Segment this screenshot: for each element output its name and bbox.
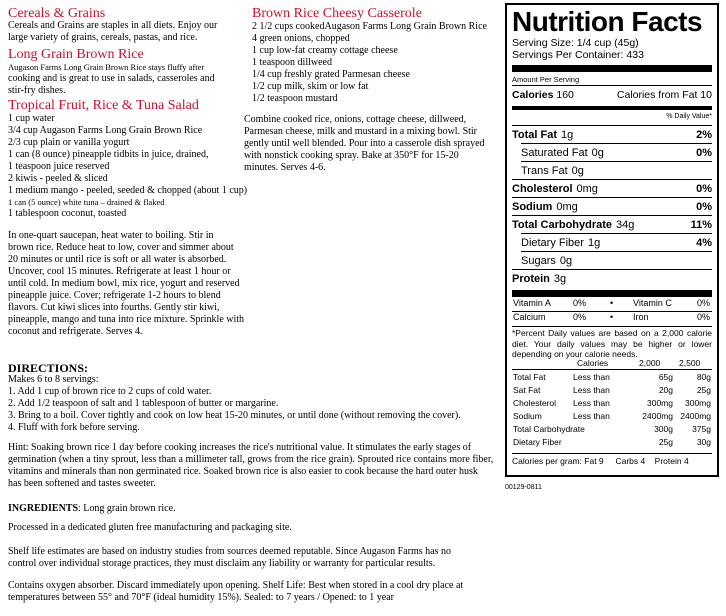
vitamin-lv: 0% [573, 298, 587, 308]
vitamin-rv: 0% [697, 298, 711, 308]
divider [521, 251, 712, 252]
table-cell: 300mg [647, 398, 673, 408]
calories-value: 160 [556, 89, 574, 101]
table-cell: Sat Fat [513, 385, 541, 395]
vitamin-right: Iron [633, 312, 649, 322]
ingredients-line [8, 503, 176, 515]
table-cell: Less than [573, 372, 610, 382]
text-line: stir-fry dishes. [8, 85, 66, 96]
nutrient-amount: 0mg [556, 201, 578, 213]
nutrient-name-amount [521, 145, 604, 161]
text-line: temperatures between 55° and 70°F (ideal humidity 15%). Sealed: to 7 years / Opened: to 1 year [8, 592, 394, 603]
table-header-cell: Calories [577, 358, 609, 368]
nutrient-row [512, 145, 712, 161]
divider [512, 326, 712, 327]
table-cell: Total Fat [513, 372, 546, 382]
gluten-free-note: Processed in a dedicated gluten free manufacturing and packaging site. [8, 522, 292, 533]
vitamin-left: Calcium [513, 312, 546, 322]
brown-rice-heading: Long Grain Brown Rice [8, 47, 144, 62]
nutrient-label: Protein [512, 273, 550, 285]
casserole-method [244, 114, 485, 174]
divider [521, 161, 712, 162]
product-code: 00129-0811 [505, 484, 542, 491]
table-cell: Less than [573, 385, 610, 395]
nutrient-label: Sugars [521, 255, 556, 267]
salad-heading: Tropical Fruit, Rice & Tuna Salad [8, 98, 199, 113]
calories-per-gram: Calories per gram: Fat 9 Carbs 4 Protein 4 [512, 456, 689, 466]
divider [521, 143, 712, 144]
cereals-text [8, 20, 217, 44]
ingredient-line: 2/3 cup plain or vanilla yogurt [8, 137, 130, 148]
daily-value-footnote: *Percent Daily values are based on a 2,000 calorie diet. Your daily values may be higher or lower depending on your calorie needs. [512, 328, 712, 359]
divider [512, 215, 712, 216]
text-line: Combine cooked rice, onions, cottage cheese, dillweed, [244, 114, 467, 125]
table-cell: Sodium [513, 411, 542, 421]
nutrient-row [512, 127, 712, 143]
text-line: Makes 6 to 8 servings: [8, 374, 99, 385]
table-cell: 25g [696, 385, 711, 395]
divider [512, 269, 712, 270]
ingredient-line: 1 tablespoon coconut, toasted [8, 208, 127, 219]
ingredient-line: 1 cup water [8, 113, 55, 124]
bullet-icon: • [610, 312, 614, 322]
table-cell: 25g [658, 437, 673, 447]
nutrient-label: Trans Fat [521, 165, 568, 177]
text-line: control over individual storage practices, they must disclaim any liability or warranty for particular results. [8, 558, 436, 569]
ingredient-line: 1 medium mango - peeled, seeded & chopped (about 1 cup) [8, 185, 248, 196]
nutrient-amount: 1g [587, 237, 601, 249]
ingredient-line: 1 can (5 ounce) white tuna – drained & flaked [8, 197, 165, 207]
nutrient-daily-value: 0% [696, 147, 712, 159]
nutrient-name-amount [512, 199, 578, 215]
nutrition-facts-panel [505, 3, 719, 477]
directions-heading: DIRECTIONS: [8, 361, 89, 375]
text-line: Hint: Soaking brown rice 1 day before cooking increases the rice's nutritional value. It stimulates the early stages of [8, 442, 472, 453]
nutrient-daily-value: 0% [696, 183, 712, 195]
servings-per-container: Servings Per Container: 433 [512, 49, 644, 61]
nutrient-label: Sodium [512, 201, 553, 213]
casserole-heading: Brown Rice Cheesy Casserole [252, 6, 422, 21]
text-line: 1 teaspoon dillweed [252, 57, 332, 68]
divider [512, 453, 712, 454]
divider [512, 125, 712, 126]
table-cell: 300mg [685, 398, 711, 408]
nutrient-row [512, 271, 712, 287]
nutrient-row [512, 181, 712, 197]
nutrient-daily-value: 0% [696, 201, 712, 213]
table-cell: 80g [696, 372, 711, 382]
table-header-cell: 2,000 [639, 358, 661, 368]
text-line: 4. Fluff with fork before serving. [8, 422, 140, 433]
nutrient-name-amount [521, 235, 600, 251]
ingredient-line: 3/4 cup Augason Farms Long Grain Brown Rice [8, 125, 203, 136]
ingredient-line: 2 kiwis - peeled & sliced [8, 173, 108, 184]
medium-divider [512, 106, 712, 110]
text-line: vitamins and minerals than non germinated rice. Soaked brown rice is also easier to cook because the hard outer husk [8, 466, 478, 477]
nutrient-row [512, 199, 712, 215]
nutrient-label: Saturated Fat [521, 147, 588, 159]
text-line: until cold. In medium bowl, mix rice, yogurt and reserved [8, 278, 240, 289]
text-line: 20 minutes or until rice is soft or all water is absorbed. [8, 254, 227, 265]
divider [512, 197, 712, 198]
table-cell: 20g [658, 385, 673, 395]
text-line: brown rice. Reduce heat to low, cover and simmer about [8, 242, 234, 253]
text-line: cooking and is great to use in salads, casseroles and [8, 73, 215, 84]
vitamin-left: Vitamin A [513, 298, 551, 308]
nutrient-row [512, 163, 712, 179]
nutrient-name-amount [512, 127, 573, 143]
text-line: Cereals and Grains are staples in all diets. Enjoy our [8, 20, 218, 31]
text-line: 2. Add 1/2 teaspoon of salt and 1 tablespoon of butter or margarine. [8, 398, 279, 409]
nutrient-daily-value: 2% [696, 129, 712, 141]
table-cell: 375g [692, 424, 711, 434]
cereals-heading: Cereals & Grains [8, 6, 106, 21]
text-line: Parmesan cheese, milk and mustard in a mixing bowl. Stir [244, 126, 478, 137]
text-line: gently until well blended. Pour into a casserole dish sprayed [244, 138, 485, 149]
text-line: large variety of grains, cereals, pastas, and rice. [8, 32, 198, 43]
shelf-life-disclaimer [8, 546, 451, 570]
text-line: Contains oxygen absorber. Discard immediately upon opening. Shelf Life: Best when stored in a cool dry place at [8, 580, 464, 591]
nutrient-label: Total Carbohydrate [512, 219, 613, 231]
daily-value-header: % Daily Value* [666, 113, 712, 120]
soaking-hint [8, 442, 493, 490]
text-line: 2 1/2 cups cookedAugason Farms Long Grain Brown Rice [252, 21, 487, 32]
bullet-icon: • [610, 298, 614, 308]
vitamin-rv: 0% [697, 312, 711, 322]
table-cell: 300g [654, 424, 673, 434]
text-line: 3. Bring to a boil. Cover tightly and cook on low heat 15-20 minutes, or until done (without removing the cover). [8, 410, 461, 421]
serving-size: Serving Size: 1/4 cup (45g) [512, 37, 639, 49]
calories-label: Calories [512, 89, 554, 101]
text-line: germination (when a tiny sprout, less than a millimeter tall, grows from the rice grain). Sprouted rice contains more fiber, [8, 454, 494, 465]
text-line: minutes. Serves 4-6. [244, 162, 326, 173]
nutrition-title: Nutrition Facts [512, 6, 703, 37]
divider [512, 179, 712, 180]
divider [521, 233, 712, 234]
table-cell: Total Carbohydrate [513, 424, 585, 434]
amount-per-serving: Amount Per Serving [512, 75, 580, 84]
nutrient-daily-value: 4% [696, 237, 712, 249]
nutrient-name-amount [512, 181, 598, 197]
table-cell: Cholesterol [513, 398, 556, 408]
thick-divider [512, 65, 712, 72]
text-line: has been softened and tastes sweeter. [8, 478, 156, 489]
vitamin-lv: 0% [573, 312, 587, 322]
ingredient-line: 1 can (8 ounce) pineapple tidbits in juice, drained, [8, 149, 209, 160]
text-line: 1 cup low-fat creamy cottage cheese [252, 45, 398, 56]
nutrient-name-amount [512, 271, 566, 287]
ingredients-text: : Long grain brown rice. [78, 503, 176, 514]
text-line: pineapple, mango and tuna into rice mixture. Sprinkle with [8, 314, 245, 325]
salad-ingredients [8, 113, 247, 220]
thick-divider [512, 290, 712, 297]
nutrient-amount: 0mg [576, 183, 598, 195]
table-cell: 2400mg [642, 411, 673, 421]
table-cell: Dietary Fiber [513, 437, 562, 447]
text-line: 1/2 teaspoon mustard [252, 93, 338, 104]
table-cell: 65g [658, 372, 673, 382]
nutrient-amount: 0g [591, 147, 604, 159]
text-line: In one-quart saucepan, heat water to boiling. Stir in [8, 230, 214, 241]
nutrient-label: Dietary Fiber [521, 237, 584, 249]
table-cell: Less than [573, 411, 610, 421]
text-line: Shelf life estimates are based on industry studies from sources deemed reputable. Since Augason Farms has no [8, 546, 451, 557]
text-line: coconut and refrigerate. Serves 4. [8, 326, 143, 337]
vitamin-right: Vitamin C [633, 298, 672, 308]
table-cell: Less than [573, 398, 610, 408]
nutrient-amount: 0g [571, 165, 584, 177]
casserole-ingredients [252, 21, 487, 105]
divider [512, 369, 712, 370]
calories-row [512, 89, 712, 101]
table-header-cell: 2,500 [679, 358, 701, 368]
text-line: Uncover, cool 15 minutes. Refrigerate at least 1 hour or [8, 266, 231, 277]
nutrient-amount: 3g [553, 273, 567, 285]
nutrient-name-amount [521, 253, 572, 269]
text-line: 1/2 cup milk, skim or low fat [252, 81, 369, 92]
text-line: with nonstick cooking spray. Bake at 350°F for 15-20 [244, 150, 459, 161]
nutrient-daily-value: 11% [690, 219, 712, 231]
brown-rice-text [8, 62, 215, 97]
nutrient-row [512, 253, 712, 269]
nutrient-name-amount [521, 163, 584, 179]
table-cell: 2400mg [680, 411, 711, 421]
divider [512, 85, 712, 86]
nutrient-label: Total Fat [512, 129, 558, 141]
text-line: 1. Add 1 cup of brown rice to 2 cups of cold water. [8, 386, 212, 397]
nutrient-name-amount [512, 217, 634, 233]
text-line: 1/4 cup freshly grated Parmesan cheese [252, 69, 410, 80]
nutrient-amount: 34g [616, 219, 635, 231]
nutrient-amount: 1g [561, 129, 574, 141]
nutrient-row [512, 217, 712, 233]
salad-method [8, 230, 244, 338]
nutrient-label: Cholesterol [512, 183, 573, 195]
text-line: 4 green onions, chopped [252, 33, 350, 44]
text-line: flavors. Cut kiwi slices into fourths. Gently stir kiwi, [8, 302, 220, 313]
nutrient-row [512, 235, 712, 251]
calories-from-fat: Calories from Fat 10 [616, 89, 712, 101]
ingredient-line: 1 teaspoon juice reserved [8, 161, 110, 172]
ingredients-label: INGREDIENTS [8, 503, 79, 514]
directions-steps [8, 374, 461, 434]
nutrient-amount: 0g [559, 255, 573, 267]
storage-info [8, 580, 463, 604]
text-line: Augason Farms Long Grain Brown Rice stays fluffy after [8, 62, 205, 72]
text-line: pineapple juice. Cover; refrigerate 1-2 hours to blend [8, 290, 221, 301]
table-cell: 30g [696, 437, 711, 447]
